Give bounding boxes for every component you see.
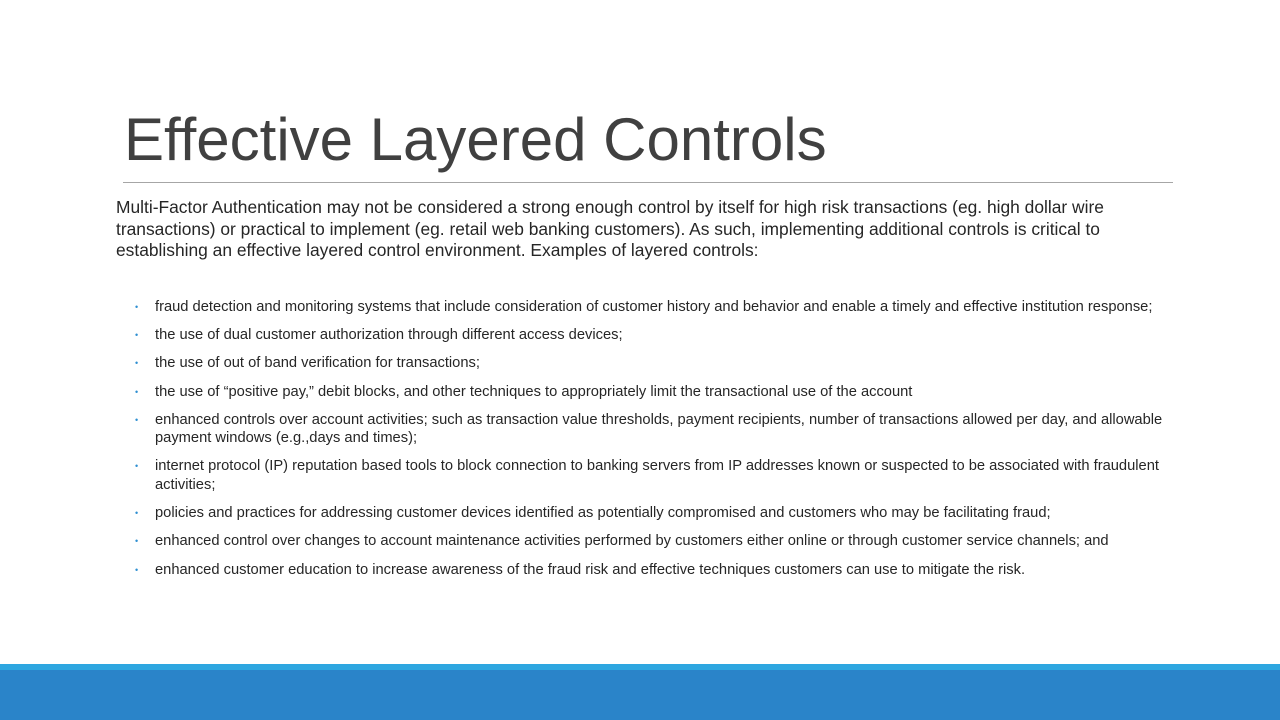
list-item-text: policies and practices for addressing customer devices identified as potentially compromised and customers who may be facilitating fraud; (155, 505, 1051, 522)
list-item (135, 532, 1180, 551)
list-item (135, 326, 1180, 345)
list-item (135, 504, 1180, 523)
bullet-icon: • (135, 358, 139, 369)
bullet-icon: • (135, 536, 139, 547)
bullet-icon: • (135, 302, 139, 312)
bullet-icon: • (135, 414, 139, 425)
list-item-text: enhanced control over changes to account maintenance activities performed by customers either online or through customer service channels; and (155, 533, 1109, 550)
list-item (135, 383, 1180, 402)
list-item (135, 411, 1180, 448)
list-item-text: the use of out of band verification for transactions; (155, 355, 480, 372)
bullet-icon: • (135, 508, 139, 519)
list-item-text: enhanced controls over account activities; such as transaction value thresholds, payment recipients, number of transactions allowed per day, and allowable payment windows (e.g.,days and times); (155, 411, 1163, 447)
title-divider (123, 182, 1173, 183)
list-item (135, 561, 1180, 580)
bullet-icon: • (135, 330, 139, 341)
footer-bar (0, 670, 1280, 720)
intro-paragraph: Multi-Factor Authentication may not be considered a strong enough control by itself for high risk transactions (eg. high dollar wire transactions) or practical to implement (eg. retail web banking customers). As such, implementing additional controls is critical to establishing an effective layered control environment. Examples of layered controls: (116, 197, 1104, 260)
list-item-text: internet protocol (IP) reputation based tools to block connection to banking servers from IP addresses known or suspected to be associated with fraudulent activities; (155, 458, 1159, 493)
layered-controls-list (135, 298, 1180, 589)
list-item-text: the use of dual customer authorization through different access devices; (155, 327, 623, 344)
bullet-icon: • (135, 461, 139, 472)
slide-title: Effective Layered Controls (124, 106, 827, 173)
bullet-icon: • (135, 386, 139, 397)
list-item (135, 298, 1180, 317)
list-item (135, 354, 1180, 373)
list-item (135, 457, 1180, 494)
bullet-icon: • (135, 564, 139, 575)
list-item-text: enhanced customer education to increase awareness of the fraud risk and effective techniques customers can use to mitigate the risk. (155, 561, 1026, 578)
list-item-text: the use of “positive pay,” debit blocks, and other techniques to appropriately limit the transactional use of the account (155, 383, 913, 400)
list-item-text: fraud detection and monitoring systems that include consideration of customer history and behavior and enable a timely and effective institution response; (155, 299, 1153, 315)
